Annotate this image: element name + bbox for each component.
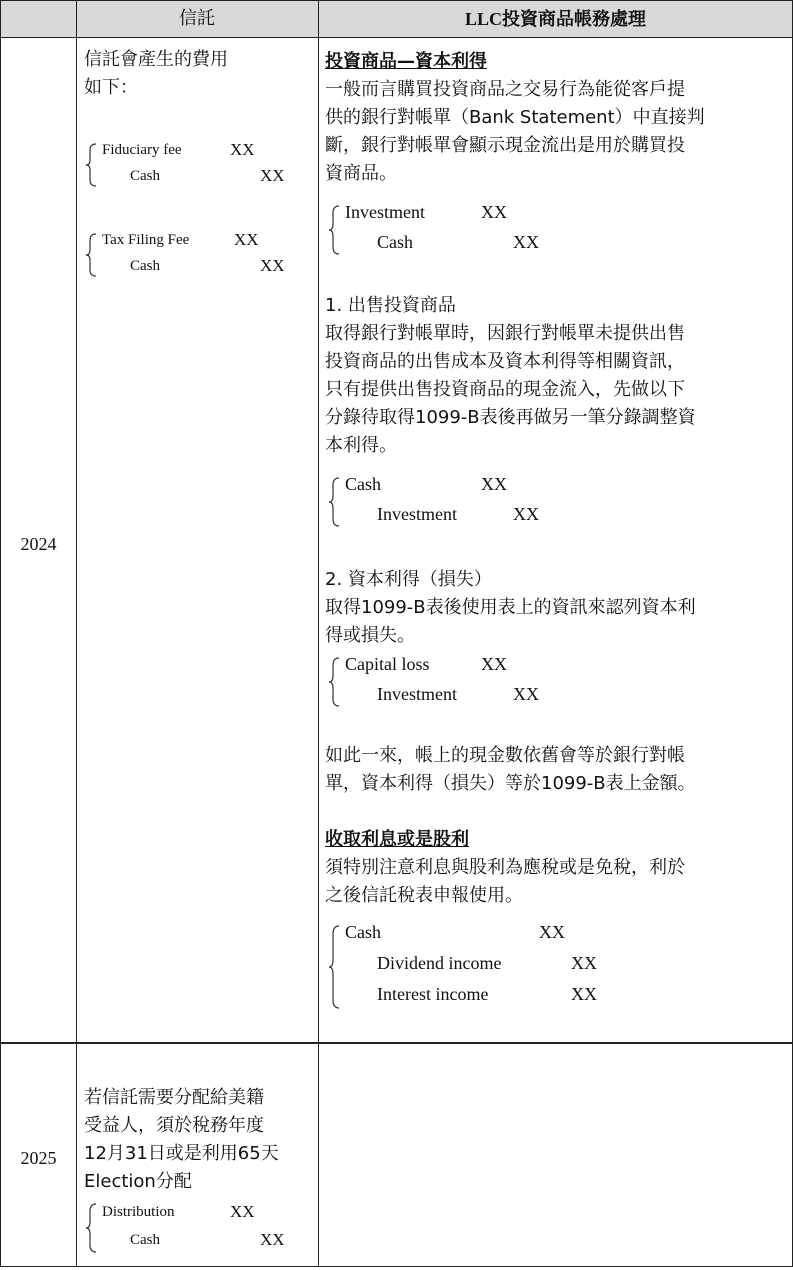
trust-intro-line: 如下：: [84, 77, 138, 98]
brace-icon: [84, 230, 98, 280]
paragraph-line: 分錄待取得1099-B表後再做另一筆分錄調整資: [325, 407, 696, 428]
paragraph-line: 斷，銀行對帳單會顯示現金流出是用於購買投: [325, 135, 685, 156]
trust-2025-line: 12月31日或是利用65天: [84, 1143, 279, 1164]
paragraph-line: 如此一來，帳上的現金數依舊會等於銀行對帳: [325, 745, 685, 766]
journal-entry-sell: Cash XX Investment XX: [327, 474, 567, 530]
border-header: [0, 37, 793, 38]
header-trust: 信託: [179, 8, 215, 29]
section-title-capital-gain: 投資商品—資本利得: [325, 51, 487, 72]
border-col2: [318, 0, 319, 1267]
paragraph-line: 本利得。: [325, 435, 397, 456]
border-left: [0, 0, 1, 1267]
paragraph-line: 須特別注意利息與股利為應稅或是免稅，利於: [325, 857, 685, 878]
border-row-divider: [0, 1042, 793, 1044]
paragraph-line: 得或損失。: [325, 625, 415, 646]
paragraph-line: 取得1099-B表後使用表上的資訊來認列資本利: [325, 597, 696, 618]
trust-2025-line: Election分配: [84, 1171, 192, 1192]
trust-2025-line: 受益人，須於稅務年度: [84, 1115, 264, 1136]
section-title-interest-dividend: 收取利息或是股利: [325, 829, 469, 850]
header-llc: LLC投資商品帳務處理: [464, 9, 646, 29]
brace-icon: [84, 1200, 98, 1256]
trust-intro-line: 信託會產生的費用: [84, 49, 228, 70]
paragraph-line: 投資商品的出售成本及資本利得等相關資訊，: [325, 351, 685, 372]
brace-icon: [327, 202, 341, 258]
brace-icon: [327, 654, 341, 710]
trust-2025-line: 若信託需要分配給美籍: [84, 1087, 264, 1108]
paragraph-line: 只有提供出售投資商品的現金流入，先做以下: [325, 379, 685, 400]
paragraph-line: 之後信託稅表申報使用。: [325, 885, 523, 906]
border-col1: [76, 0, 77, 1267]
paragraph-line: 單，資本利得（損失）等於1099-B表上金額。: [325, 773, 696, 794]
paragraph-line: 取得銀行對帳單時，因銀行對帳單未提供出售: [325, 323, 685, 344]
item-title-capital-loss: 2. 資本利得（損失）: [325, 569, 492, 590]
journal-entry-capital-loss: Capital loss XX Investment XX: [327, 654, 567, 710]
journal-entry-investment: Investment XX Cash XX: [327, 202, 567, 258]
border-top: [0, 0, 793, 1]
year-2024: 2024: [20, 534, 57, 554]
paragraph-line: 供的銀行對帳單（Bank Statement）中直接判: [325, 107, 705, 128]
brace-icon: [327, 922, 341, 1012]
journal-entry-fiduciary: Fiduciary fee XX Cash XX: [84, 140, 304, 190]
item-title-sell-investment: 1. 出售投資商品: [325, 295, 456, 316]
year-2025: 2025: [20, 1148, 57, 1168]
paragraph-line: 一般而言購買投資商品之交易行為能從客戶提: [325, 79, 685, 100]
journal-entry-distribution: Distribution XX Cash XX: [84, 1200, 304, 1256]
journal-entry-interest-dividend: Cash XX Dividend income XX Interest income XX: [327, 922, 607, 1012]
paragraph-line: 資商品。: [325, 163, 397, 184]
brace-icon: [327, 474, 341, 530]
brace-icon: [84, 140, 98, 190]
border-bottom: [0, 1266, 793, 1267]
journal-entry-tax-filing: Tax Filing Fee XX Cash XX: [84, 230, 304, 280]
